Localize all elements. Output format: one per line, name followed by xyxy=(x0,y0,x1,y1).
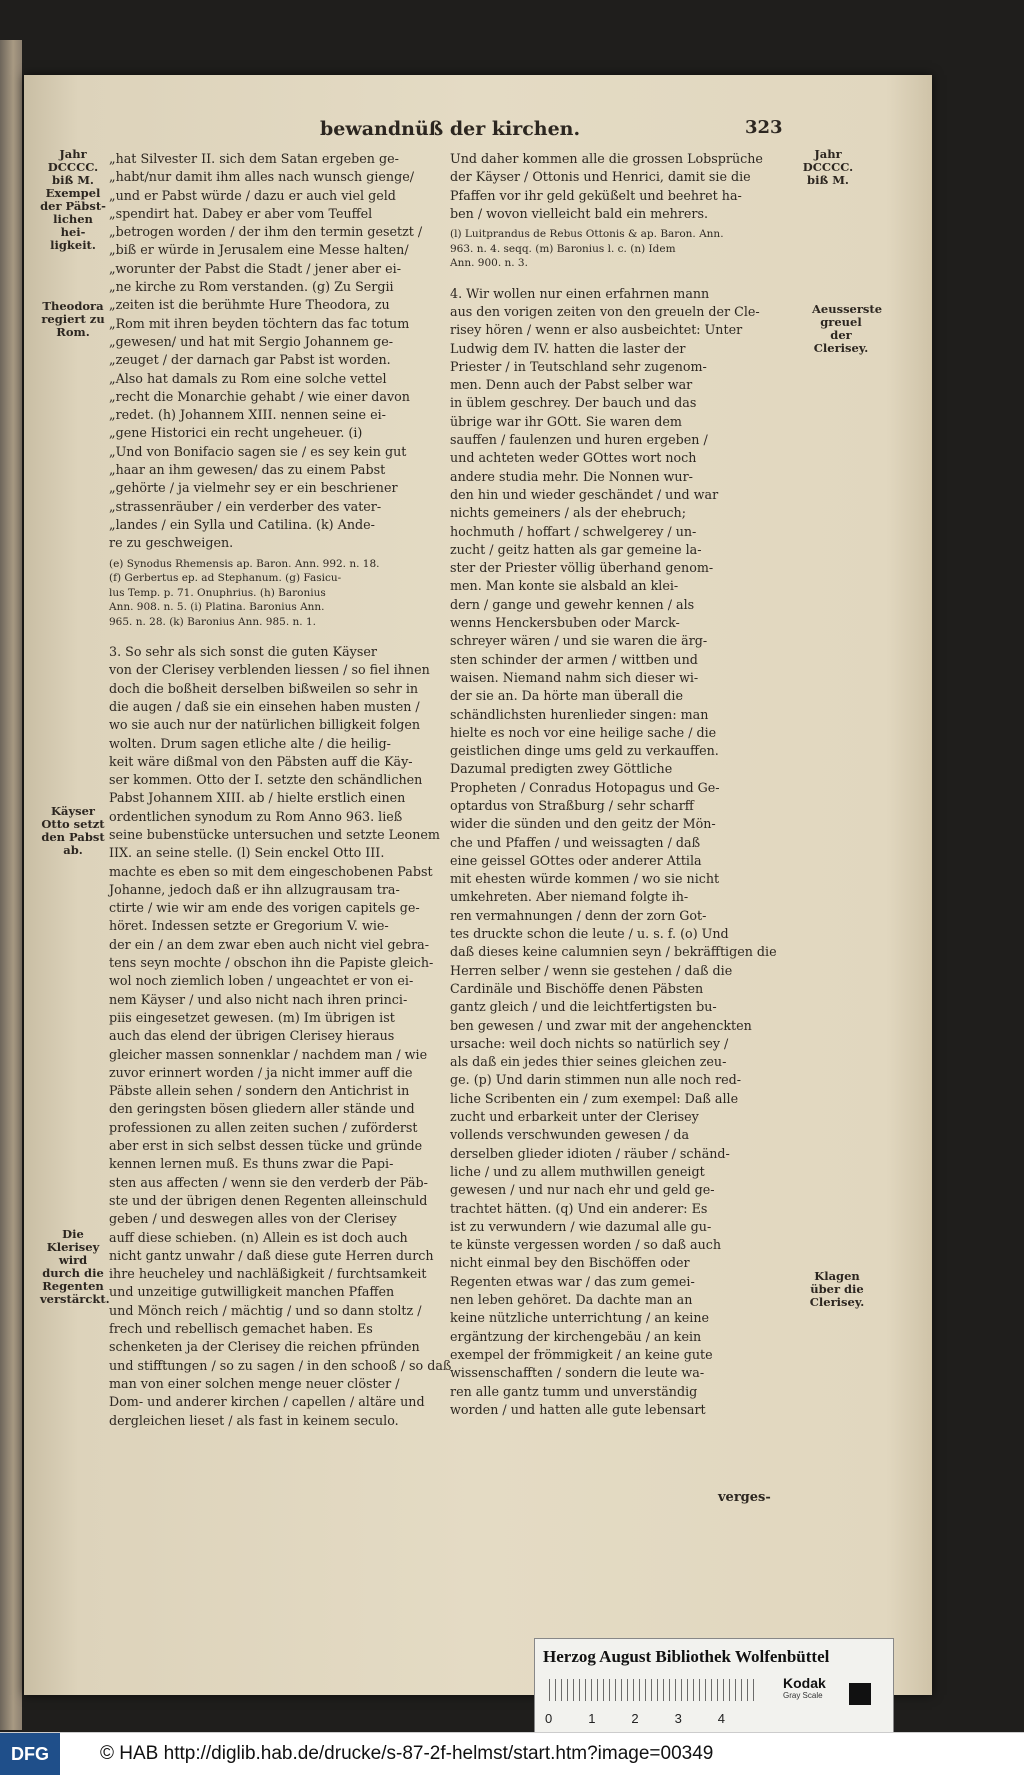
text-line: und achteten weder GOttes wort noch xyxy=(450,450,697,466)
text-line: trachtet hätten. (q) Und ein anderer: Es xyxy=(450,1200,708,1216)
text-line: geben / und deswegen alles von der Clerisey xyxy=(109,1211,397,1227)
footer-bar xyxy=(0,1732,1024,1775)
text-line: aus den vorigen zeiten von den greueln der Cle- xyxy=(450,303,760,319)
margin-note-left-4: Die Klerisey wird durch die Regenten verstärckt. xyxy=(40,1227,110,1306)
text-line: Johanne, jedoch daß er ihn allzugrausam tra- xyxy=(109,881,400,897)
previous-page-edge xyxy=(0,40,22,1730)
margin-note-right-3: Klagen über die Clerisey. xyxy=(809,1269,865,1309)
text-line: nicht einmal bey den Bischöffen oder xyxy=(450,1255,690,1271)
text-line: professionen zu allen zeiten suchen / zuförderst xyxy=(109,1119,418,1135)
text-line: „habt/nur damit ihm alles nach wunsch gienge/ xyxy=(109,169,415,185)
text-line: nem Käyser / und also nicht nach ihren princi- xyxy=(109,991,408,1007)
spacer xyxy=(450,271,800,285)
ruler-number: 0 xyxy=(545,1711,553,1726)
text-line: auch das elend der übrigen Clerisey hieraus xyxy=(109,1028,395,1044)
ruler-number: 2 xyxy=(631,1711,639,1726)
text-line: „gewesen/ und hat mit Sergio Johannem ge- xyxy=(109,333,394,349)
text-line: ren vermahnungen / denn der zorn Got- xyxy=(450,907,707,923)
footnote-line: Ann. 908. n. 5. (i) Platina. Baronius Ann. xyxy=(109,601,325,614)
text-line: den hin und wieder geschändet / und war xyxy=(450,486,719,502)
text-line: derselben glieder idioten / räuber / schänd- xyxy=(450,1145,730,1161)
margin-note-right-2: Aeusserste greuel der Clerisey. xyxy=(812,302,883,355)
library-color-target xyxy=(534,1638,894,1732)
text-line: keit wäre dißmal von den Päbsten auff die Käy- xyxy=(109,753,413,769)
text-line: ster der Priester völlig überhand genom- xyxy=(450,560,714,576)
text-line: umkehreten. Aber niemand folgte ih- xyxy=(450,889,689,905)
text-line: Dazumal predigten zwey Göttliche xyxy=(450,761,673,777)
text-line: kennen lernen muß. Es thuns zwar die Papi- xyxy=(109,1156,394,1172)
text-line: „redet. (h) Johannem XIII. nennen seine ei- xyxy=(109,407,386,423)
text-line: und Mönch reich / mächtig / und so dann stoltz / xyxy=(109,1302,422,1318)
text-line: ursache: weil doch nichts so natürlich sey / xyxy=(450,1035,729,1051)
text-line: gantz gleich / und die leichtfertigsten bu- xyxy=(450,999,717,1015)
text-line: „und er Pabst würde / dazu er auch viel geld xyxy=(109,187,396,203)
text-line: der Käyser / Ottonis und Henrici, damit sie die xyxy=(450,169,751,185)
footnote-line: lus Temp. p. 71. Onuphrius. (h) Baronius xyxy=(109,586,326,599)
text-line: hielte es noch vor eine heilige sache / die xyxy=(450,724,717,740)
margin-note-left-2: Theodora regiert zu Rom. xyxy=(41,299,105,339)
text-line: der sie an. Da hörte man überall die xyxy=(450,688,683,704)
text-line: „ne kirche zu Rom verstanden. (g) Zu Sergii xyxy=(109,279,394,295)
text-line: IIX. an seine stelle. (l) Sein enckel Otto III. xyxy=(109,845,385,861)
text-line: wissenschafften / sondern die leute wa- xyxy=(450,1365,705,1381)
library-name: Herzog August Bibliothek Wolfenbüttel xyxy=(543,1647,830,1666)
scale-ruler xyxy=(549,1679,759,1701)
text-line: „hat Silvester II. sich dem Satan ergeben ge- xyxy=(109,151,399,166)
text-line: waisen. Niemand nahm sich dieser wi- xyxy=(450,669,699,685)
gray-patch xyxy=(849,1683,871,1705)
dfg-logo[interactable]: DFG xyxy=(0,1733,60,1775)
text-line: man von einer solchen menge neuer clöster / xyxy=(109,1375,400,1391)
margin-note-left-1: Jahr DCCCC. biß M. Exempel der Päbst- lichen hei- ligkeit. xyxy=(40,147,106,252)
text-line: der ein / an dem zwar eben auch nicht viel gebra- xyxy=(109,936,429,952)
text-line: aber erst in sich selbst dessen tücke und gründe xyxy=(109,1138,423,1154)
text-line: höret. Indessen setzte er Gregorium V. wie- xyxy=(109,918,389,934)
text-line: wo sie auch nur der natürlichen billigkeit folgen xyxy=(109,717,421,733)
text-line: in üblem geschrey. Der bauch und das xyxy=(450,395,697,411)
right-column xyxy=(450,150,800,1419)
text-line: liche / und zu allem muthwillen geneigt xyxy=(450,1163,705,1179)
text-line: gleicher massen sonnenklar / nachdem man / wie xyxy=(109,1046,428,1062)
text-line: wol noch ziemlich loben / ungeachtet er von ei- xyxy=(109,973,414,989)
text-line: exempel der frömmigkeit / an keine gute xyxy=(450,1346,713,1362)
text-line: Dom- und anderer kirchen / capellen / altäre und xyxy=(109,1394,425,1410)
footnote-line: (l) Luitprandus de Rebus Ottonis & ap. Baron. Ann. xyxy=(450,228,724,241)
kodak-brand: Kodak xyxy=(783,1675,826,1691)
text-line: Päbste allein sehen / sondern den Antichrist in xyxy=(109,1083,410,1099)
text-line: „zeuget / der darnach gar Pabst ist worden. xyxy=(109,352,391,368)
text-line: geistlichen dinge ums geld zu verkauffen. xyxy=(450,743,719,759)
text-line: optardus von Straßburg / sehr scharff xyxy=(450,798,694,813)
text-line: zucht und erbarkeit unter der Clerisey xyxy=(450,1109,699,1125)
text-line: ser kommen. Otto der I. setzte den schändlichen xyxy=(109,772,423,788)
text-line: als daß ein jedes thier seines gleichen zeu- xyxy=(450,1054,727,1070)
text-line: hochmuth / hoffart / schwelgerey / un- xyxy=(450,523,697,539)
margin-note-right-1: Jahr DCCCC. biß M. xyxy=(802,147,854,187)
ruler-number: 4 xyxy=(717,1711,725,1726)
text-line: nichts gemeiners / als der ehebruch; xyxy=(450,505,686,521)
text-line: te künste vergessen worden / so daß auch xyxy=(450,1237,722,1253)
text-line: Und daher kommen alle die grossen Lobsprüche xyxy=(450,151,763,166)
text-line: ergäntzung der kirchengebäu / an kein xyxy=(450,1328,702,1344)
text-line: 4. Wir wollen nur einen erfahrnen mann xyxy=(450,285,710,301)
kodak-label xyxy=(783,1675,826,1700)
text-line: Cardinäle und Bischöffe denen Päbsten xyxy=(450,980,704,996)
text-line: dern / gange und gewehr kennen / als xyxy=(450,596,695,612)
text-line: ben / wovon vielleicht bald ein mehrers. xyxy=(450,205,709,221)
text-line: „Also hat damals zu Rom eine solche vettel xyxy=(109,370,387,386)
text-line: che und Pfaffen / und weissagten / daß xyxy=(450,834,701,850)
text-line: schenketen ja der Clerisey die reichen pfründen xyxy=(109,1339,420,1355)
text-line: „spendirt hat. Dabey er aber vom Teuffel xyxy=(109,205,373,221)
text-line: „biß er würde in Jerusalem eine Messe halten/ xyxy=(109,242,409,258)
text-line: frech und rebellisch gemachet haben. Es xyxy=(109,1321,373,1337)
text-line: dergleichen lieset / als fast in keinem seculo. xyxy=(109,1412,399,1428)
text-line: ben gewesen / und zwar mit der angehenckten xyxy=(450,1017,752,1033)
text-line: „Und von Bonifacio sagen sie / es sey kein gut xyxy=(109,443,407,459)
text-line: ihre heucheley und nachläßigkeit / furchtsamkeit xyxy=(109,1266,427,1282)
margin-note-left-3: Käyser Otto setzt den Pabst ab. xyxy=(41,804,105,857)
text-line: zuvor erinnert worden / ja nicht immer auff die xyxy=(109,1064,413,1080)
text-line: und stifftungen / so zu sagen / in den schooß / so daß xyxy=(109,1357,452,1373)
footnote-line: 965. n. 28. (k) Baronius Ann. 985. n. 1. xyxy=(109,615,316,628)
catchword: verges- xyxy=(718,1490,771,1505)
text-line: Priester / in Teutschland sehr zugenom- xyxy=(450,358,707,374)
text-line: 3. So sehr als sich sonst die guten Käyser xyxy=(109,644,377,660)
text-line: den geringsten bösen gliedern aller stände und xyxy=(109,1101,415,1117)
text-line: keine nützliche unterrichtung / an keine xyxy=(450,1310,710,1326)
text-line: ordentlichen synodum zu Rom Anno 963. ließ xyxy=(109,808,403,824)
text-line: sauffen / faulenzen und huren ergeben / xyxy=(450,432,708,448)
text-line: liche Scribenten ein / zum exempel: Daß alle xyxy=(450,1090,739,1106)
text-line: tes druckte schon die leute / u. s. f. (o) Und xyxy=(450,926,729,942)
ruler-numbers xyxy=(545,1711,725,1726)
kodak-gray-scale: Gray Scale xyxy=(783,1691,823,1700)
text-line: „worunter der Pabst die Stadt / jener aber ei- xyxy=(109,260,401,276)
text-line: auff diese schieben. (n) Allein es ist doch auch xyxy=(109,1229,408,1245)
footnote-line: (e) Synodus Rhemensis ap. Baron. Ann. 992. n. 18. xyxy=(109,557,380,570)
text-line: zucht / geitz hatten als gar gemeine la- xyxy=(450,541,702,557)
running-header: bewandnüß der kirchen. xyxy=(320,118,581,140)
text-line: worden / und hatten alle gute lebensart xyxy=(450,1401,706,1417)
text-line: von der Clerisey verblenden liessen / so fiel ihnen xyxy=(109,662,430,678)
text-line: ge. (p) Und darin stimmen nun alle noch red- xyxy=(450,1072,742,1088)
text-line: vollends verschwunden gewesen / da xyxy=(450,1127,690,1143)
text-line: machte es eben so mit dem eingeschobenen Pabst xyxy=(109,863,433,879)
text-line: „recht die Monarchie gehabt / wie einer davon xyxy=(109,388,410,404)
text-line: andere studia mehr. Die Nonnen wur- xyxy=(450,468,693,484)
text-line: men. Man konte sie alsbald an klei- xyxy=(450,578,679,594)
text-line: sten aus affecten / wenn sie den verderb der Päb- xyxy=(109,1174,428,1190)
text-line: re zu geschweigen. xyxy=(109,535,234,551)
text-line: daß dieses keine calumnien seyn / bekräfftigen die xyxy=(450,944,777,960)
left-column xyxy=(109,150,452,1430)
ruler-number: 3 xyxy=(674,1711,682,1726)
spacer xyxy=(109,629,439,643)
text-line: Propheten / Conradus Hotopagus und Ge- xyxy=(450,779,720,795)
text-line: ist zu verwundern / wie dazumal alle gu- xyxy=(450,1218,712,1234)
text-line: ren alle gantz tumm und unverständig xyxy=(450,1383,698,1399)
text-line: „gene Historici ein recht ungeheuer. (i) xyxy=(109,425,363,441)
text-line: ctirte / wie wir am ende des vorigen capitels ge- xyxy=(109,900,420,916)
footnote-line: (f) Gerbertus ep. ad Stephanum. (g) Fasicu- xyxy=(109,572,342,585)
text-line: tens seyn mochte / obschon ihn die Papiste gleich- xyxy=(109,955,434,971)
text-line: „zeiten ist die berühmte Hure Theodora, zu xyxy=(109,297,390,313)
text-line: eine geissel GOttes oder anderer Attila xyxy=(450,852,702,868)
text-line: ste und der übrigen denen Regenten alleinschuld xyxy=(109,1192,428,1208)
text-line: Ludwig dem IV. hatten die laster der xyxy=(450,340,686,356)
text-line: risey hören / wenn er also ausbeichtet: Unter xyxy=(450,322,743,338)
text-line: seine bubenstücke untersuchen und setzte Leonem xyxy=(109,827,440,842)
copyright-link[interactable]: © HAB http://diglib.hab.de/drucke/s-87-2f-helmst/start.htm?image=00349 xyxy=(100,1743,714,1764)
text-line: „strassenräuber / ein verderber des vater- xyxy=(109,498,382,514)
text-line: mit ehesten würde kommen / wo sie nicht xyxy=(450,871,720,887)
ruler-number: 1 xyxy=(588,1711,596,1726)
text-line: und unzeitige gutwilligkeit manchen Pfaffen xyxy=(109,1284,395,1300)
text-line: schreyer wären / und sie waren die ärg- xyxy=(450,633,708,649)
text-line: „betrogen worden / der ihm den termin gesetzt / xyxy=(109,224,423,240)
text-line: Pabst Johannem XIII. ab / hielte erstlich einen xyxy=(109,790,406,806)
text-line: „landes / ein Sylla und Catilina. (k) Ande- xyxy=(109,516,375,532)
text-line: gewesen / und nur nach ehr und geld ge- xyxy=(450,1182,715,1198)
text-line: übrige war ihr GOtt. Sie waren dem xyxy=(450,413,682,429)
text-line: „haar an ihm gewesen/ das zu einem Pabst xyxy=(109,462,386,478)
text-line: die augen / daß sie ein einsehen haben musten / xyxy=(109,698,420,714)
text-line: schändlichsten hurenlieder singen: man xyxy=(450,706,709,722)
footnote-line: Ann. 900. n. 3. xyxy=(450,257,528,270)
text-line: nicht gantz unwahr / daß diese gute Herren durch xyxy=(109,1247,434,1263)
text-line: „gehörte / ja vielmehr sey er ein beschriener xyxy=(109,480,398,496)
text-line: men. Denn auch der Pabst selber war xyxy=(450,377,693,393)
text-line: Regenten etwas war / das zum gemei- xyxy=(450,1273,695,1289)
text-line: wolten. Drum sagen etliche alte / die heilig- xyxy=(109,735,391,751)
text-line: Pfaffen vor ihr geld geküßelt und beehret ha- xyxy=(450,187,742,203)
text-line: wider die sünden und den geitz der Mön- xyxy=(450,816,716,832)
text-line: nen leben gehöret. Da dachte man an xyxy=(450,1292,693,1308)
text-line: sten schinder der armen / wittben und xyxy=(450,651,698,667)
footnote-line: 963. n. 4. seqq. (m) Baronius l. c. (n) Idem xyxy=(450,242,676,255)
text-line: wenns Henckersbuben oder Marck- xyxy=(450,615,680,631)
text-line: piis eingesetzet gewesen. (m) Im übrigen ist xyxy=(109,1009,395,1025)
page-number: 323 xyxy=(745,117,783,138)
text-line: doch die boßheit derselben bißweilen so sehr in xyxy=(109,680,419,696)
text-line: „Rom mit ihren beyden töchtern das fac totum xyxy=(109,315,410,331)
text-line: Herren selber / wenn sie gestehen / daß die xyxy=(450,962,733,978)
